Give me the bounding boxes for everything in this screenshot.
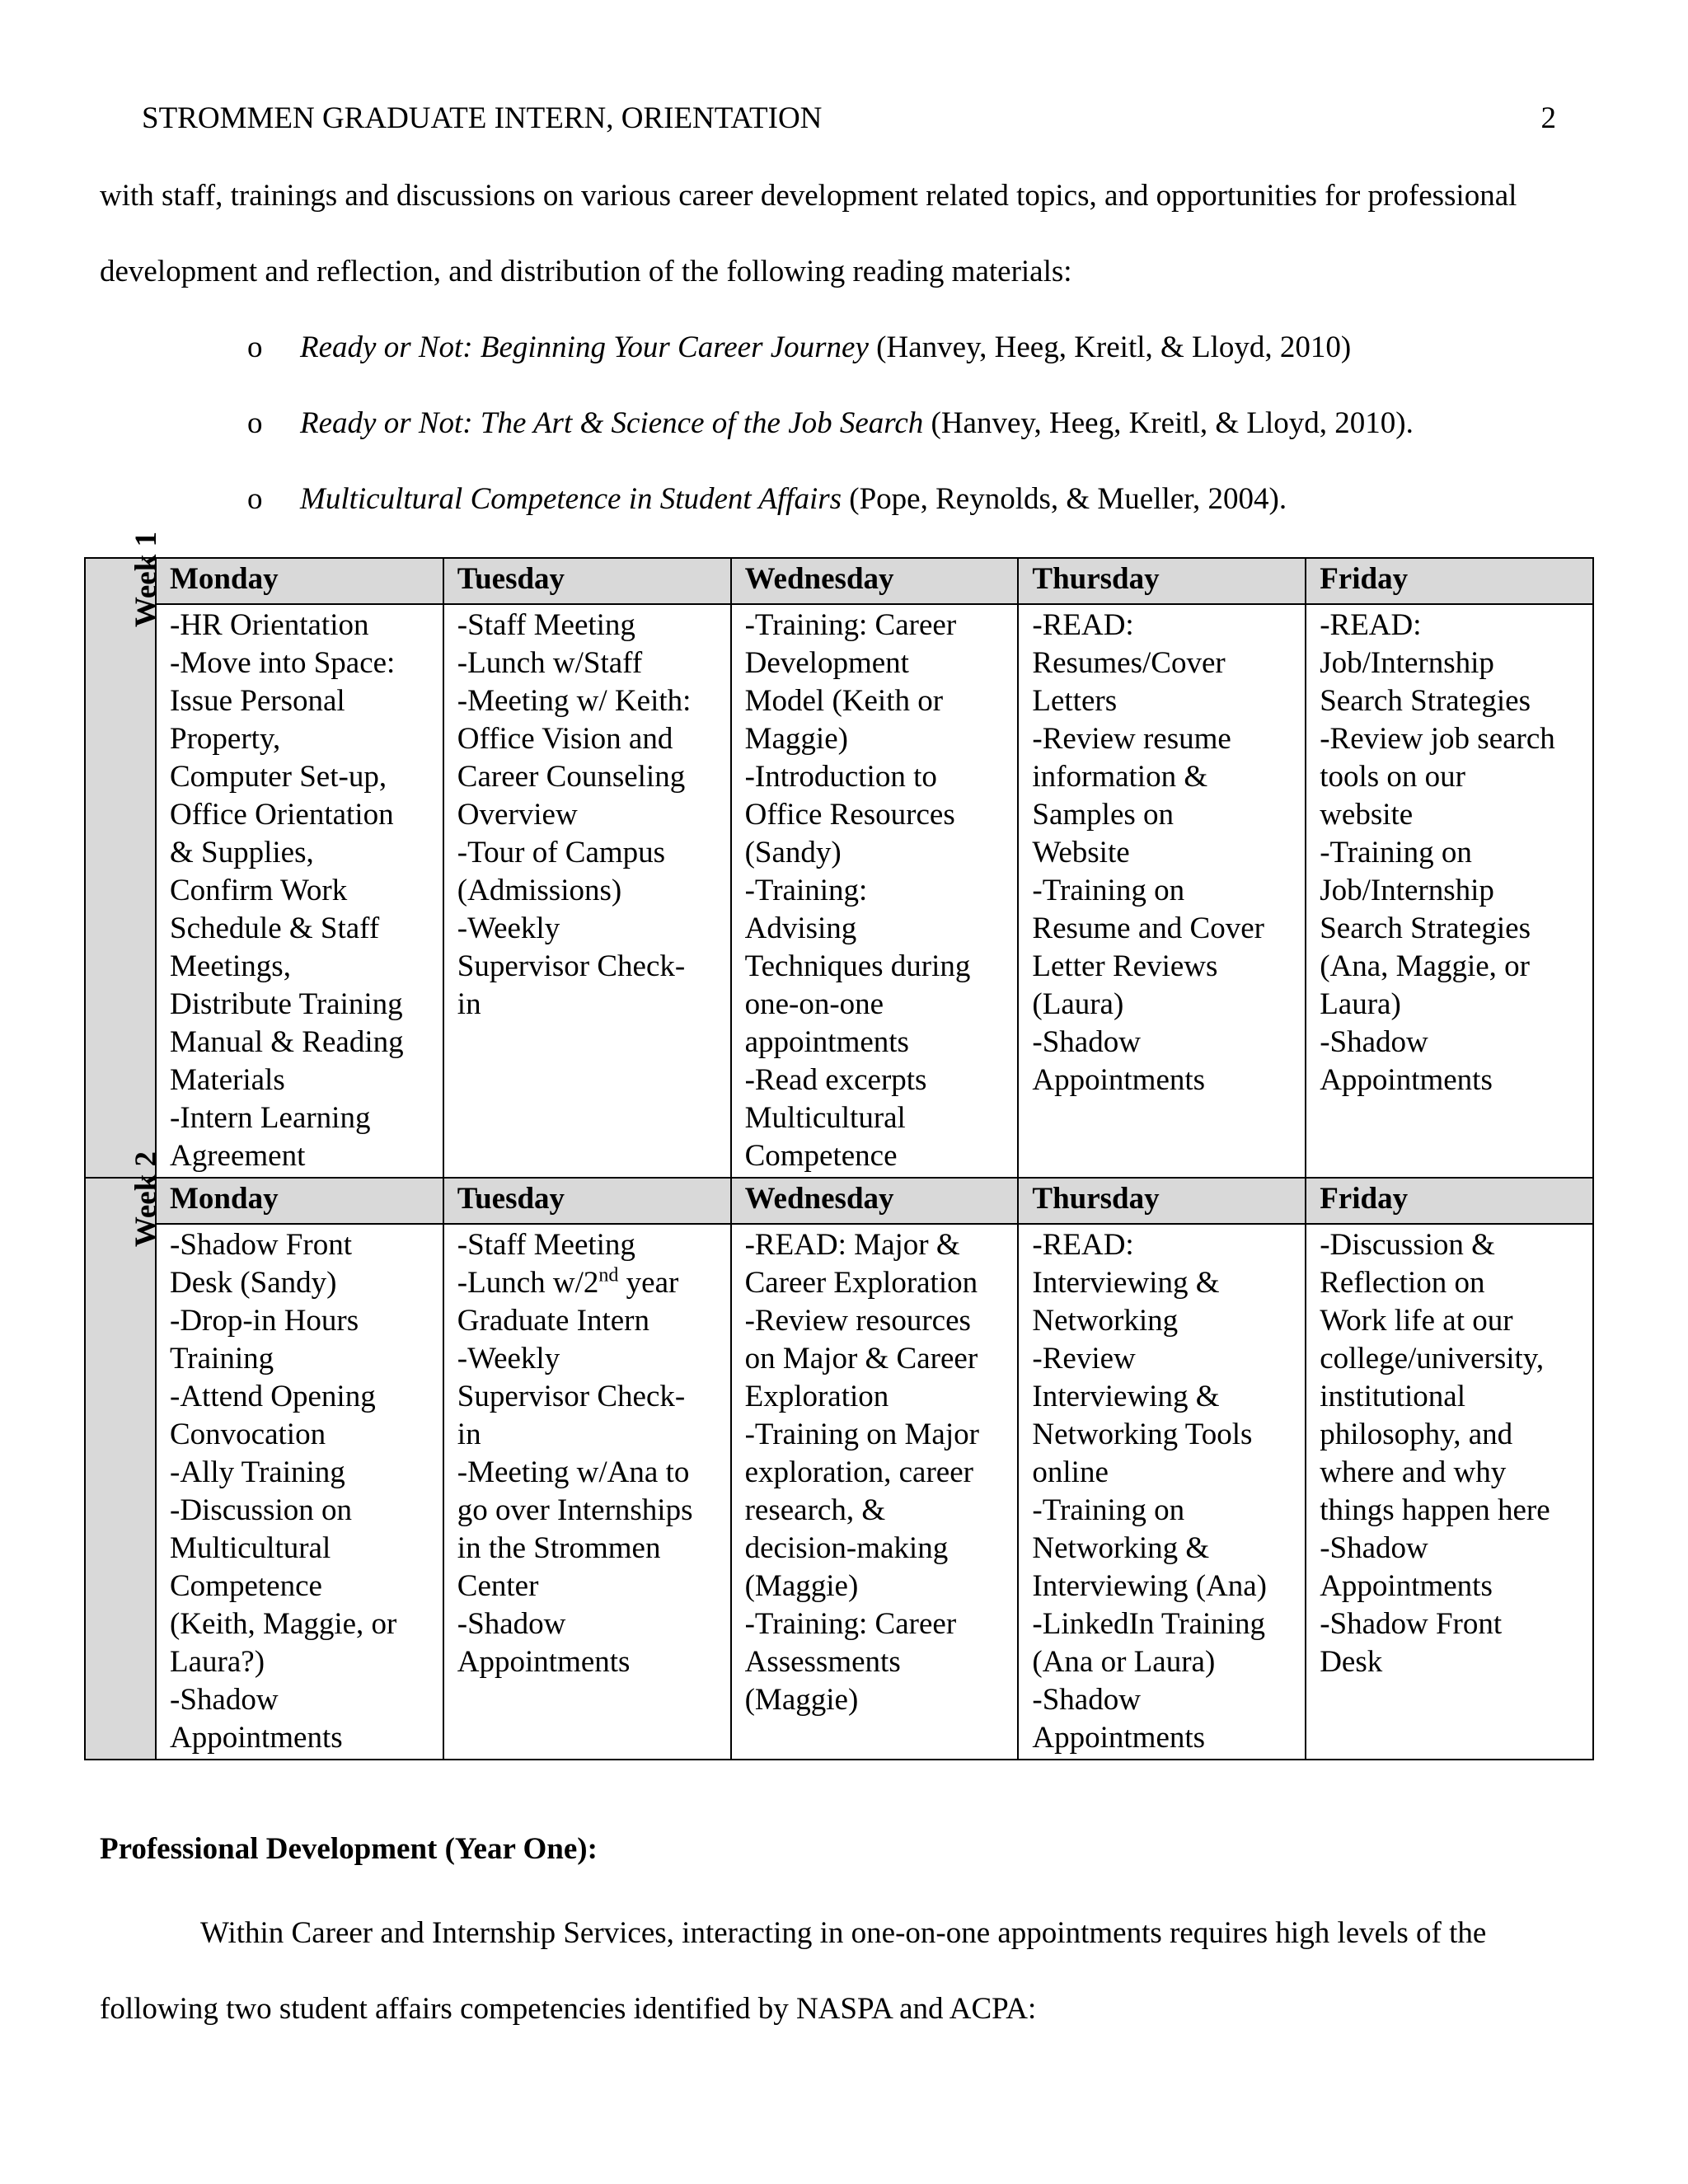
reading-item — [247, 462, 1582, 537]
schedule-cell-line: Development — [744, 646, 909, 680]
schedule-cell-line: -Staff Meeting — [457, 1228, 635, 1262]
schedule-cell-line: Manual & Reading — [170, 1025, 404, 1059]
schedule-cell-line: (Ana, Maggie, or — [1320, 949, 1530, 983]
schedule-cell-line: things happen here — [1320, 1493, 1550, 1527]
schedule-cell-line: Competence — [170, 1569, 322, 1603]
week-label: Week 2 — [129, 1151, 164, 1248]
schedule-cell-line: Appointments — [1032, 1721, 1206, 1755]
schedule-cell-line: Advising — [744, 912, 857, 945]
schedule-cell-line: Appointments — [1320, 1063, 1493, 1097]
schedule-cell — [156, 604, 443, 1178]
schedule-cell-line: -Review job search — [1320, 722, 1555, 756]
reading-item — [247, 386, 1582, 462]
schedule-cell — [731, 1224, 1019, 1760]
schedule-cell-line: decision-making — [744, 1531, 949, 1565]
schedule-cell-line: Appointments — [457, 1645, 631, 1679]
schedule-cell-line: Job/Internship — [1320, 646, 1494, 680]
schedule-cell-line: Appointments — [170, 1721, 343, 1755]
reading-item — [247, 310, 1582, 386]
schedule-cell-line: Laura) — [1320, 987, 1401, 1021]
schedule-cell-line: -READ: — [1032, 608, 1134, 642]
schedule-cell-line: Appointments — [1320, 1569, 1493, 1603]
day-header-monday: Monday — [156, 558, 443, 604]
schedule-cell-line: Competence — [744, 1139, 898, 1173]
schedule-cell-line: Office Orientation — [170, 798, 394, 832]
schedule-cell-line: go over Internships — [457, 1493, 693, 1527]
schedule-cell-line: Schedule & Staff — [170, 912, 380, 945]
week-2-day-header-row — [85, 1178, 1593, 1224]
schedule-cell-line: -Review resume — [1032, 722, 1231, 756]
schedule-cell-line: -Discussion & — [1320, 1228, 1495, 1262]
schedule-cell-line: -Staff Meeting — [457, 608, 635, 642]
schedule-cell-line: Career Counseling — [457, 760, 686, 794]
reading-list — [247, 310, 1582, 537]
reading-title: Multicultural Competence in Student Affairs — [300, 482, 842, 516]
bullet-icon: o — [247, 482, 263, 516]
schedule-cell-line: -Training on — [1032, 874, 1185, 907]
running-title: STROMMEN GRADUATE INTERN, ORIENTATION — [142, 101, 823, 135]
ordinal-superscript: nd — [598, 1264, 619, 1286]
page-number: 2 — [1540, 101, 1556, 135]
schedule-cell-line: -READ: Major & — [744, 1228, 960, 1262]
day-header-monday: Monday — [156, 1178, 443, 1224]
schedule-cell-line: Website — [1032, 836, 1130, 869]
schedule-cell — [443, 604, 731, 1178]
schedule-cell-line: Resume and Cover — [1032, 912, 1264, 945]
week-label: Week 1 — [129, 531, 164, 628]
schedule-cell-line: Reflection on — [1320, 1266, 1485, 1300]
schedule-cell-line: -Meeting w/Ana to — [457, 1455, 690, 1489]
schedule-cell-line: -Shadow — [1320, 1531, 1428, 1565]
schedule-cell-line: -Lunch w/2nd year — [457, 1264, 679, 1300]
schedule-cell-line: Confirm Work — [170, 874, 348, 907]
day-header-friday: Friday — [1306, 1178, 1593, 1224]
reading-title: Ready or Not: Beginning Your Career Journey — [300, 330, 869, 364]
schedule-cell-line: Resumes/Cover — [1032, 646, 1226, 680]
schedule-cell-line: -Shadow — [1032, 1683, 1141, 1717]
schedule-cell-line: -Shadow Front — [170, 1228, 352, 1262]
schedule-cell-line: Computer Set-up, — [170, 760, 387, 794]
schedule-cell-line: Desk — [1320, 1645, 1383, 1679]
schedule-cell-line: -Move into Space: — [170, 646, 396, 680]
schedule-cell-line: on Major & Career — [744, 1342, 978, 1376]
schedule-cell-line: -Lunch w/Staff — [457, 646, 643, 680]
week-1-day-header-row — [85, 558, 1593, 604]
section-heading: Professional Development (Year One): — [100, 1832, 598, 1866]
schedule-cell-line: Office Resources — [744, 798, 955, 832]
schedule-cell-line: (Laura) — [1032, 987, 1124, 1021]
schedule-cell-line: Networking Tools — [1032, 1418, 1253, 1451]
schedule-cell-line: Job/Internship — [1320, 874, 1494, 907]
schedule-cell-line: -Training on — [1032, 1493, 1185, 1527]
schedule-cell-line: Supervisor Check- — [457, 1380, 686, 1413]
schedule-cell-line: -Attend Opening — [170, 1380, 376, 1413]
schedule-cell-line: philosophy, and — [1320, 1418, 1513, 1451]
schedule-cell-line: Issue Personal — [170, 684, 345, 718]
schedule-cell-line: where and why — [1320, 1455, 1507, 1489]
schedule-cell — [1306, 604, 1593, 1178]
schedule-cell — [1306, 1224, 1593, 1760]
schedule-cell-line: Letter Reviews — [1032, 949, 1218, 983]
schedule-cell — [443, 1224, 731, 1760]
schedule-cell-line: in — [457, 1418, 481, 1451]
schedule-cell-line: Career Exploration — [744, 1266, 978, 1300]
schedule-cell-line: Multicultural — [744, 1101, 906, 1135]
schedule-cell-line: Assessments — [744, 1645, 901, 1679]
schedule-cell — [156, 1224, 443, 1760]
schedule-cell-line: (Keith, Maggie, or — [170, 1607, 397, 1641]
schedule-cell-line: institutional — [1320, 1380, 1465, 1413]
schedule-cell-line: Office Vision and — [457, 722, 673, 756]
schedule-cell-line: (Admissions) — [457, 874, 622, 907]
schedule-cell-line: college/university, — [1320, 1342, 1545, 1376]
schedule-cell-line: -LinkedIn Training — [1032, 1607, 1266, 1641]
reading-citation: (Hanvey, Heeg, Kreitl, & Lloyd, 2010). — [923, 406, 1414, 440]
schedule-cell-line: -Weekly — [457, 1342, 560, 1376]
schedule-cell-line: in the Strommen — [457, 1531, 661, 1565]
schedule-cell-line: Materials — [170, 1063, 285, 1097]
schedule-cell-line: appointments — [744, 1025, 909, 1059]
reading-citation: (Hanvey, Heeg, Kreitl, & Lloyd, 2010) — [868, 330, 1352, 364]
schedule-cell-line: -Introduction to — [744, 760, 937, 794]
schedule-cell-line: Interviewing (Ana) — [1032, 1569, 1267, 1603]
day-header-wednesday: Wednesday — [731, 558, 1019, 604]
schedule-cell-line: Samples on — [1032, 798, 1175, 832]
schedule-cell-line: Search Strategies — [1320, 684, 1531, 718]
schedule-cell-line: exploration, career — [744, 1455, 973, 1489]
schedule-cell-line: -Intern Learning — [170, 1101, 371, 1135]
schedule-cell-line: -Training on — [1320, 836, 1472, 869]
schedule-cell-line: Distribute Training — [170, 987, 403, 1021]
schedule-cell-line: Multicultural — [170, 1531, 331, 1565]
schedule-cell-line: tools on our — [1320, 760, 1465, 794]
schedule-cell-line: one-on-one — [744, 987, 884, 1021]
schedule-cell-line: Agreement — [170, 1139, 306, 1173]
schedule-cell-line: -Shadow — [1032, 1025, 1141, 1059]
week-2-label-cell — [85, 1151, 164, 1760]
day-header-tuesday: Tuesday — [443, 1178, 731, 1224]
schedule-cell-line: Overview — [457, 798, 578, 832]
schedule-cell-line: Convocation — [170, 1418, 326, 1451]
schedule-cell-line: -Weekly — [457, 912, 560, 945]
schedule-cell-line: Networking — [1032, 1304, 1179, 1338]
schedule-cell-line: & Supplies, — [170, 836, 314, 869]
schedule-cell-line: -Discussion on — [170, 1493, 352, 1527]
schedule-cell-line: (Ana or Laura) — [1032, 1645, 1216, 1679]
schedule-cell-line: -Shadow Front — [1320, 1607, 1503, 1641]
schedule-cell-line: Networking & — [1032, 1531, 1210, 1565]
closing-paragraph: Within Career and Internship Services, interacting in one-on-one appointments requires high levels of the following two student affairs competencies identified by NASPA and ACPA: — [100, 1916, 1487, 2026]
schedule-cell-line: Graduate Intern — [457, 1304, 649, 1338]
schedule-cell-line: Center — [457, 1569, 539, 1603]
day-header-tuesday: Tuesday — [443, 558, 731, 604]
schedule-cell-line: -READ: — [1032, 1228, 1134, 1262]
schedule-cell-line: -Training: — [744, 874, 868, 907]
schedule-cell-line: website — [1320, 798, 1414, 832]
schedule-cell-line: -Review — [1032, 1342, 1136, 1376]
schedule-cell-line: -HR Orientation — [170, 608, 369, 642]
schedule-cell-line: (Sandy) — [744, 836, 842, 869]
schedule-cell-line: Interviewing & — [1032, 1380, 1220, 1413]
schedule-cell-line: Techniques during — [744, 949, 971, 983]
schedule-cell-line: -Shadow — [170, 1683, 279, 1717]
week-2-content-row — [85, 1224, 1593, 1760]
week-1-label-cell — [85, 531, 164, 1178]
schedule-cell-line: (Maggie) — [744, 1683, 859, 1717]
schedule-cell — [731, 604, 1019, 1178]
schedule-cell-line: Work life at our — [1320, 1304, 1513, 1338]
intro-paragraph: with staff, trainings and discussions on various career development related topics, and opportunities for professional development and reflection, and distribution of the following reading materials: — [100, 179, 1517, 288]
day-header-thursday: Thursday — [1018, 1178, 1306, 1224]
schedule-cell-line: information & — [1032, 760, 1208, 794]
schedule-cell-line: Model (Keith or — [744, 684, 944, 718]
schedule-cell-line: Desk (Sandy) — [170, 1266, 337, 1300]
schedule-cell-line: -Training: Career — [744, 1607, 957, 1641]
schedule-cell-line: -Shadow — [1320, 1025, 1428, 1059]
schedule-cell-line: in — [457, 987, 481, 1021]
week-1-content-row — [85, 604, 1593, 1178]
schedule-cell — [1018, 1224, 1306, 1760]
schedule-cell-line: -Tour of Campus — [457, 836, 666, 869]
schedule-cell — [1018, 604, 1306, 1178]
orientation-schedule-table — [84, 531, 1594, 1760]
reading-citation: (Pope, Reynolds, & Mueller, 2004). — [842, 482, 1287, 516]
schedule-cell-line: Exploration — [744, 1380, 889, 1413]
schedule-cell-line: Letters — [1032, 684, 1118, 718]
day-header-wednesday: Wednesday — [731, 1178, 1019, 1224]
schedule-cell-line: Search Strategies — [1320, 912, 1531, 945]
schedule-cell-line: (Maggie) — [744, 1569, 859, 1603]
reading-title: Ready or Not: The Art & Science of the Job Search — [300, 406, 924, 440]
schedule-cell-line: -READ: — [1320, 608, 1422, 642]
schedule-cell-line: -Ally Training — [170, 1455, 345, 1489]
bullet-icon: o — [247, 406, 263, 440]
schedule-cell-line: Laura?) — [170, 1645, 265, 1679]
day-header-friday: Friday — [1306, 558, 1593, 604]
schedule-cell-line: -Review resources — [744, 1304, 971, 1338]
schedule-cell-line: Interviewing & — [1032, 1266, 1220, 1300]
schedule-cell-line: Property, — [170, 722, 281, 756]
schedule-cell-line: -Training: Career — [744, 608, 957, 642]
schedule-cell-line: online — [1032, 1455, 1109, 1489]
schedule-cell-line: -Shadow — [457, 1607, 566, 1641]
schedule-cell-line: Meetings, — [170, 949, 291, 983]
schedule-cell-line: Training — [170, 1342, 274, 1376]
schedule-cell-line: Maggie) — [744, 722, 848, 756]
running-header — [142, 101, 1556, 137]
schedule-cell-line: -Read excerpts — [744, 1063, 927, 1097]
schedule-cell-line: research, & — [744, 1493, 886, 1527]
schedule-cell-line: -Drop-in Hours — [170, 1304, 359, 1338]
schedule-cell-line: -Meeting w/ Keith: — [457, 684, 692, 718]
schedule-cell-line: -Training on Major — [744, 1418, 979, 1451]
schedule-cell-line: Appointments — [1032, 1063, 1206, 1097]
day-header-thursday: Thursday — [1018, 558, 1306, 604]
schedule-cell-line: Supervisor Check- — [457, 949, 686, 983]
bullet-icon: o — [247, 330, 263, 364]
